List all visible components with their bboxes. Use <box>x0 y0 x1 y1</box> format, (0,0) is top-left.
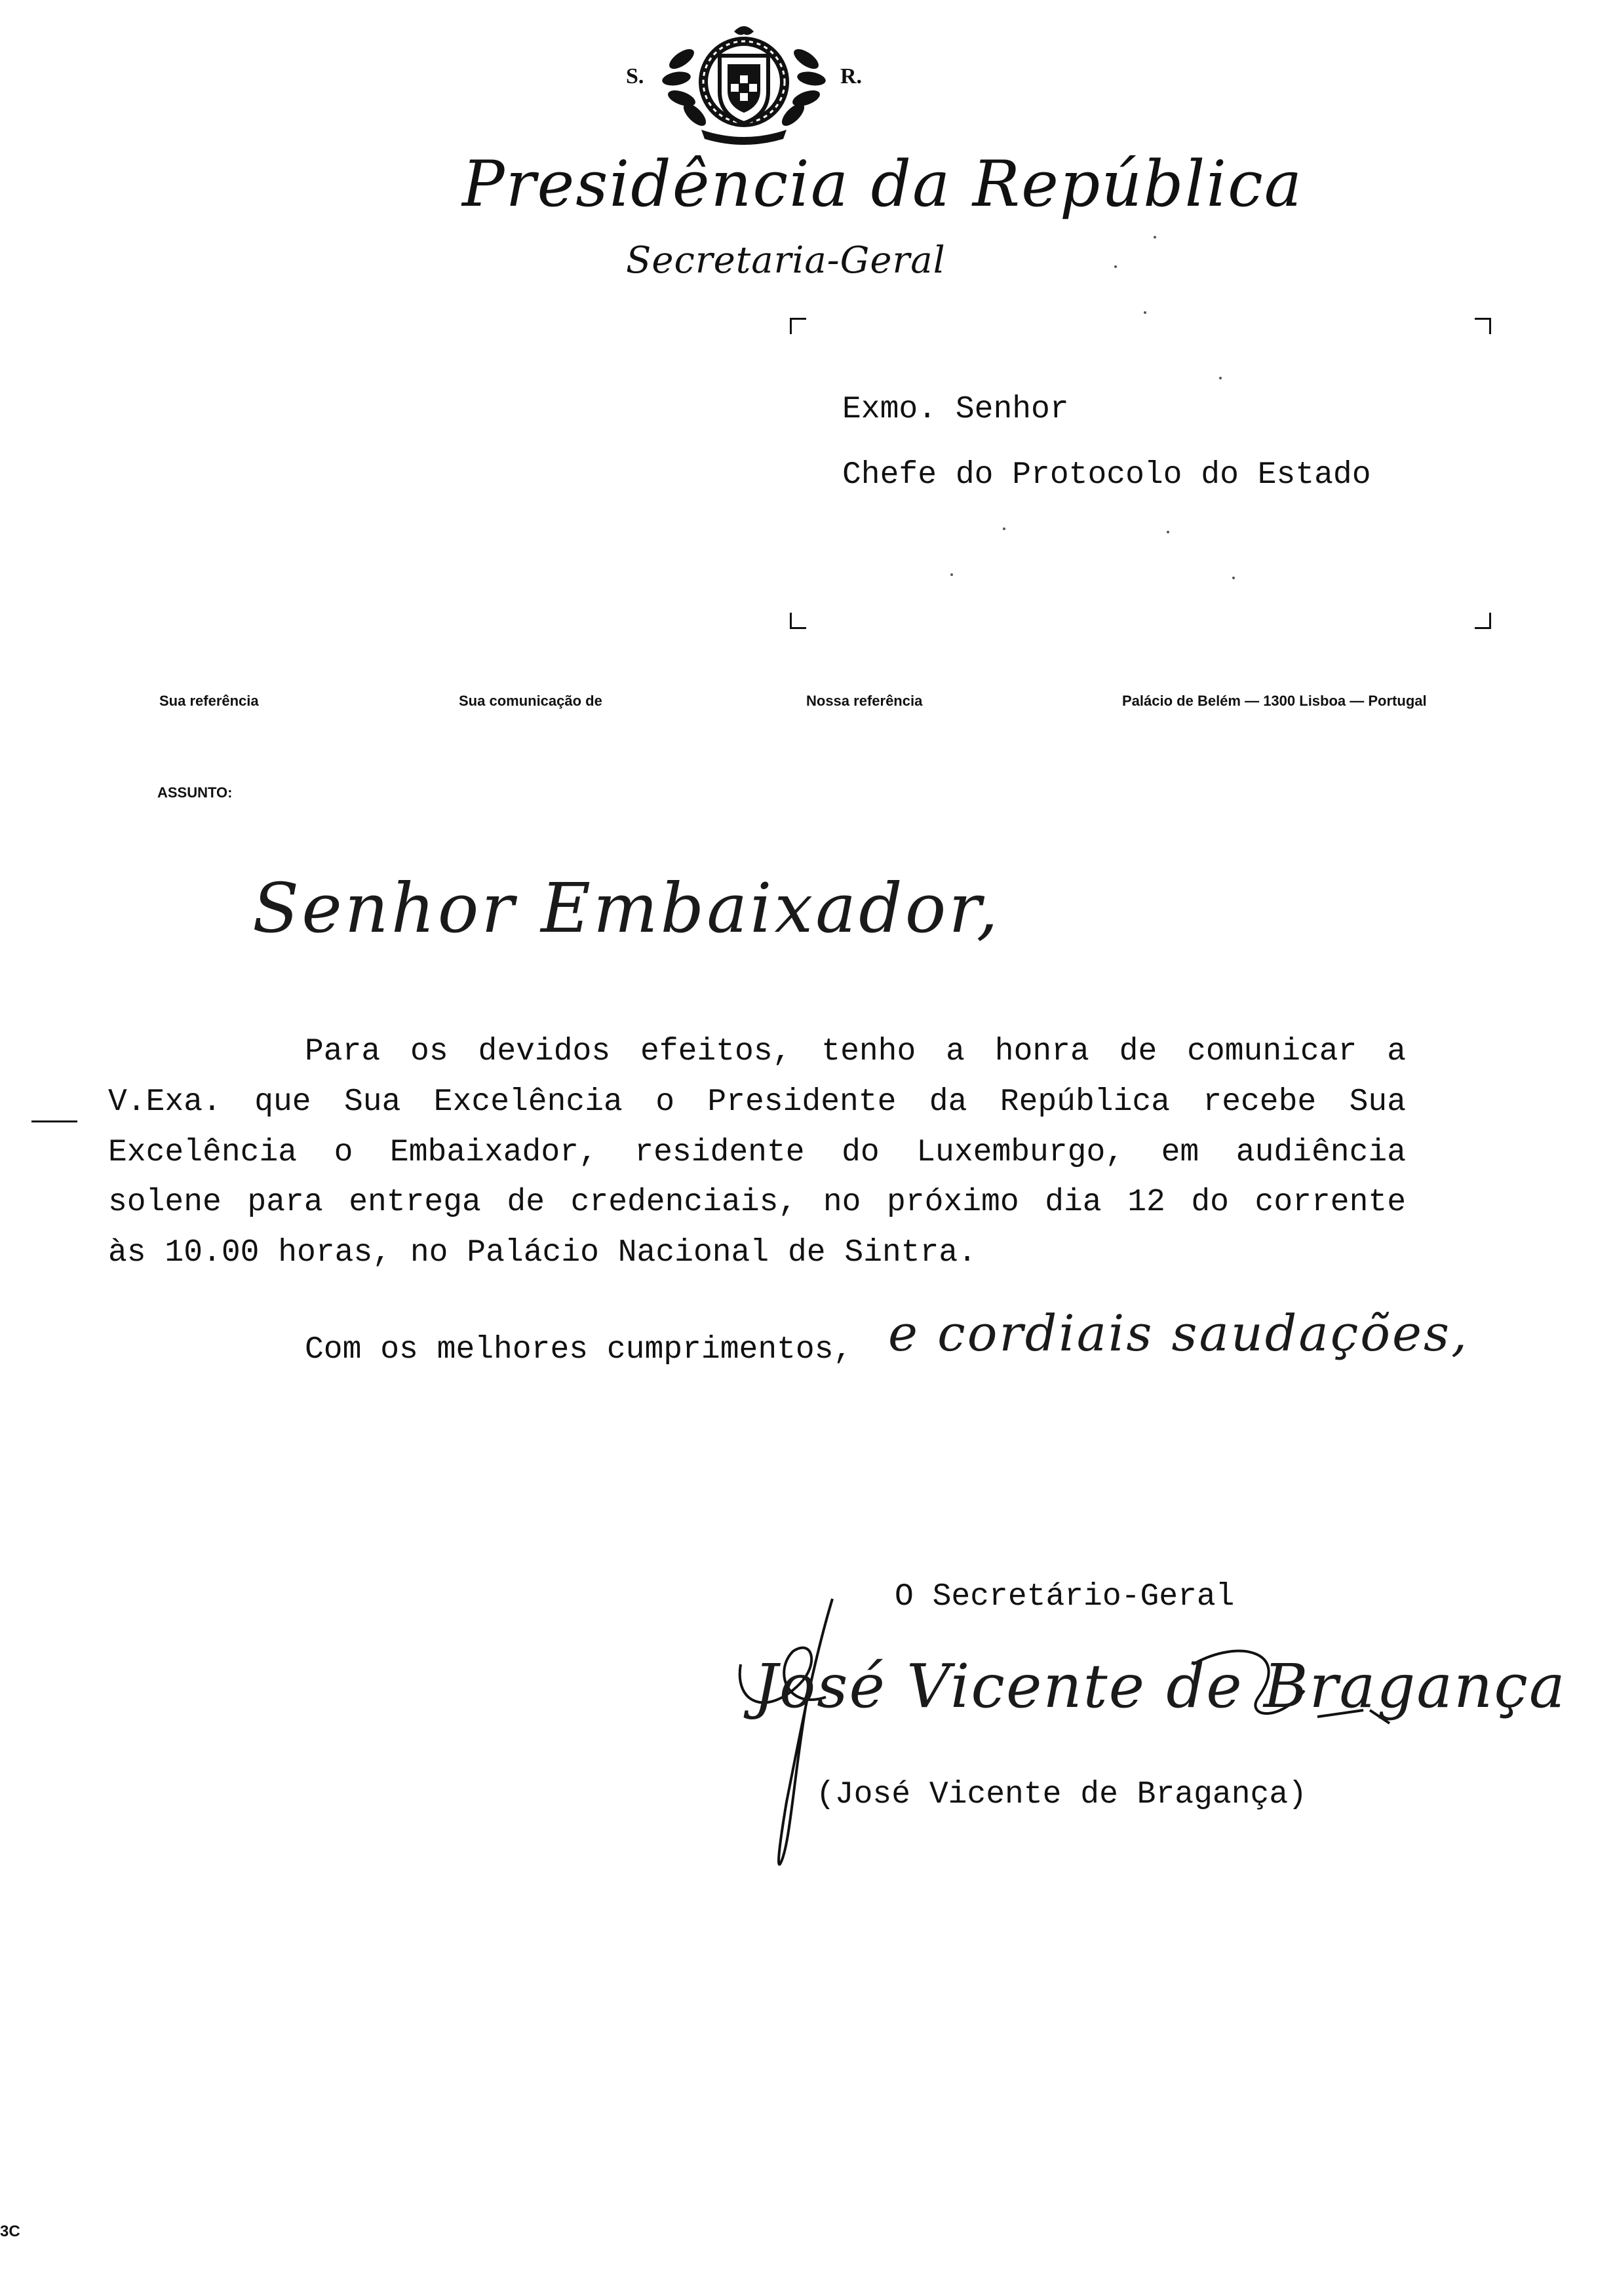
scan-speck <box>950 573 953 576</box>
scan-speck <box>1114 265 1117 268</box>
closing-handwritten: e cordiais saudações, <box>888 1304 1469 1362</box>
body-line-5: às 10.00 horas, no Palácio Nacional de Sintra. <box>108 1235 977 1271</box>
salutation-handwritten: Senhor Embaixador, <box>252 868 1001 948</box>
body-line-3: Excelência o Embaixador, residente do Luxemburgo, em audiência <box>108 1135 1406 1170</box>
scan-speck <box>1144 311 1146 314</box>
letterhead-left-initial: S. <box>626 64 644 88</box>
window-corner-top-right <box>1475 318 1491 334</box>
scan-speck <box>1232 577 1235 579</box>
body-line-4: solene para entrega de credenciais, no próximo dia 12 do corrente <box>108 1185 1406 1220</box>
footer-mark: 3C <box>0 2223 20 2240</box>
window-corner-bottom-right <box>1475 613 1491 629</box>
letterhead-right-initial: R. <box>840 64 863 88</box>
window-corner-bottom-left <box>790 613 806 629</box>
label-sua-referencia: Sua referência <box>159 693 259 709</box>
scan-speck <box>1154 236 1156 239</box>
recipient-line-2: Chefe do Protocolo do Estado <box>842 457 1371 493</box>
letterhead-title: Presidência da República <box>462 147 1304 221</box>
scan-speck <box>1003 527 1005 530</box>
signature-flourish <box>714 1586 1449 1874</box>
margin-mark <box>31 1120 77 1122</box>
letterhead-subtitle: Secretaria-Geral <box>626 239 946 282</box>
body-line-2: V.Exa. que Sua Excelência o Presidente da República recebe Sua <box>108 1084 1406 1120</box>
signature-handwritten: José Vicente de Bragança <box>754 1651 1566 1721</box>
closing-typed: Com os melhores cumprimentos, <box>305 1332 853 1368</box>
label-nossa-referencia: Nossa referência <box>806 693 923 709</box>
window-corner-top-left <box>790 318 806 334</box>
body-line-1: Para os devidos efeitos, tenho a honra de comunicar a <box>305 1034 1406 1069</box>
label-sua-comunicacao: Sua comunicação de <box>459 693 602 709</box>
coat-of-arms-icon <box>662 20 826 151</box>
label-address: Palácio de Belém — 1300 Lisboa — Portugal <box>1122 693 1427 709</box>
recipient-line-1: Exmo. Senhor <box>842 392 1069 427</box>
signature-name: (José Vicente de Bragança) <box>816 1777 1307 1812</box>
signature-title: O Secretário-Geral <box>895 1579 1235 1615</box>
scan-speck <box>1219 377 1222 379</box>
subject-label: ASSUNTO: <box>157 784 233 801</box>
scan-speck <box>1167 531 1169 533</box>
